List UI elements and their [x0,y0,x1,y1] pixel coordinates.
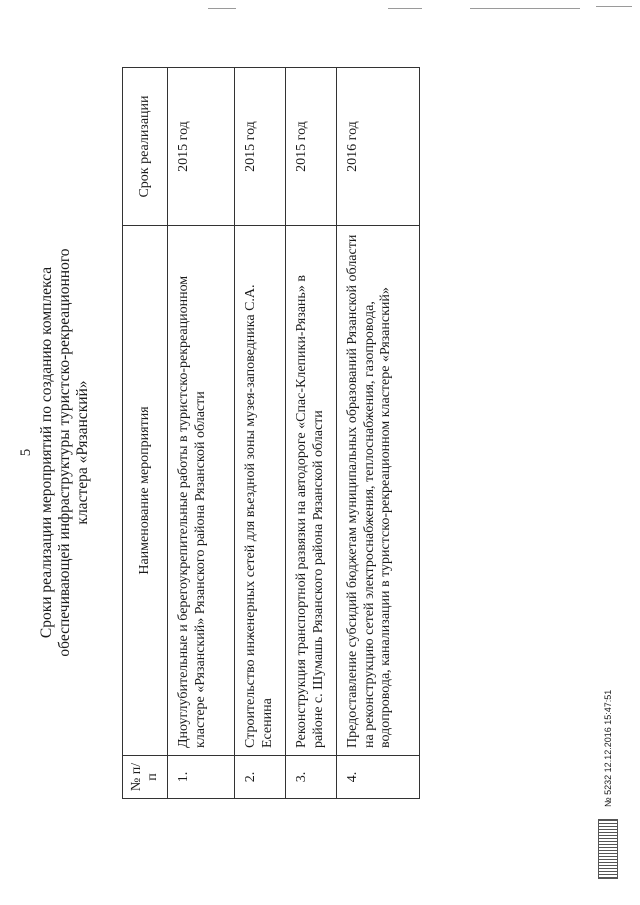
measures-table [122,67,420,799]
row-term: 2016 год [337,68,420,226]
registration-stamp: № 5232 12.12.2016 15:47:51 [603,689,613,807]
row-num: 2. [235,756,286,799]
table-row [235,68,286,799]
title-line-1: Сроки реализации мероприятий по созданию комплекса [38,266,55,639]
table-row [337,68,420,799]
row-name: Реконструкция транспортной развязки на автодороге «Спас-Клепики-Рязань» в районе с. Шумашь Рязанского района Рязанской области [286,226,337,756]
row-term: 2015 год [235,68,286,226]
row-term: 2015 год [286,68,337,226]
row-num: 3. [286,756,337,799]
document-title [38,0,92,905]
row-name: Предоставление субсидий бюджетам муниципальных образований Рязанской области на реконструкцию сетей электроснабжения, теплоснабжения, газопровода, водопровода, канализации в туристско-рекреационном кластере «Рязанский» [337,226,420,756]
barcode-icon [598,819,618,879]
table-header-row [123,68,168,799]
title-line-3: кластера «Рязанский» [74,380,91,525]
row-term: 2015 год [168,68,235,226]
header-term: Срок реализации [123,68,168,226]
row-num: 1. [168,756,235,799]
row-name: Дноуглубительные и берегоукрепительные работы в туристско-рекреационном кластере «Рязанский» Рязанского района Рязанской области [168,226,235,756]
header-name: Наименование мероприятия [123,226,168,756]
row-name: Строительство инженерных сетей для въездной зоны музея-заповедника С.А. Есенина [235,226,286,756]
row-num: 4. [337,756,420,799]
page-number: 5 [18,448,34,457]
header-num: № п/п [123,756,168,799]
table-row [168,68,235,799]
table-row [286,68,337,799]
registration-footer [598,690,618,879]
title-line-2: обеспечивающей инфраструктуры туристско-рекреационного [56,248,73,657]
